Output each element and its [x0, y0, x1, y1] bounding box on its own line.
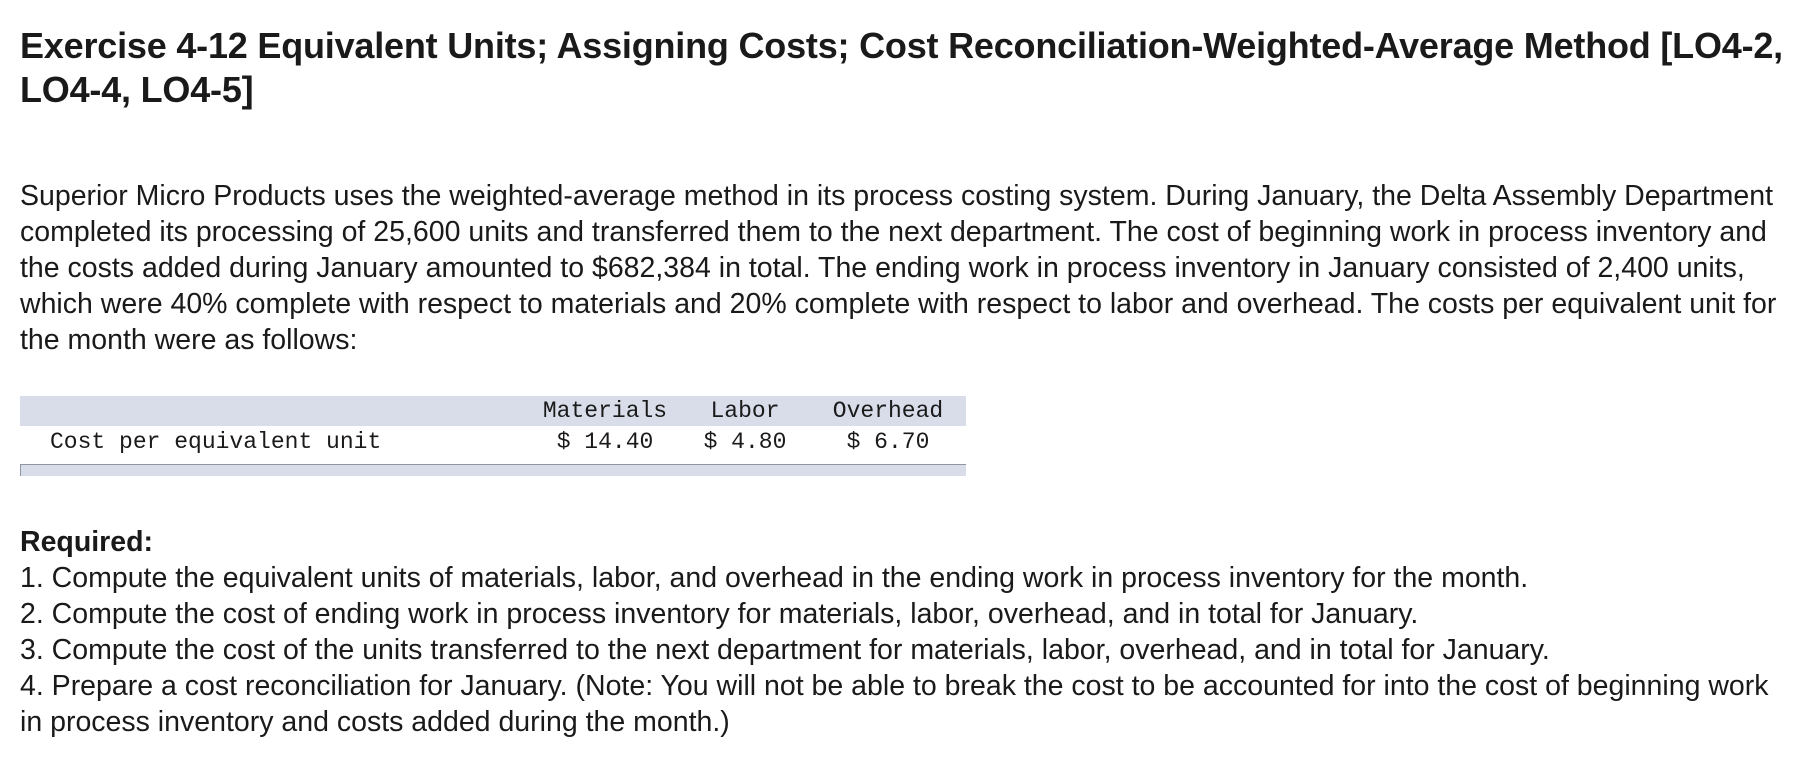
list-item: 2. Compute the cost of ending work in process inventory for materials, labor, overhead, and in total for January. — [20, 598, 1419, 630]
required-heading: Required: — [20, 526, 154, 558]
table-header-row — [20, 396, 966, 426]
table-footer-bar — [20, 464, 966, 476]
cost-per-unit-table — [20, 396, 966, 458]
materials-cost: $ 14.40 — [556, 429, 654, 455]
list-item: 1. Compute the equivalent units of materials, labor, and overhead in the ending work in process inventory for the month. — [20, 562, 1529, 594]
header-blank — [20, 396, 530, 426]
header-overhead: Overhead — [810, 396, 966, 426]
list-item: 4. Prepare a cost reconciliation for January. (Note: You will not be able to break the cost to be accounted for into the cost of beginning work in process inventory and costs added during the month.) — [20, 670, 1769, 738]
exercise-page — [20, 0, 1790, 740]
row-label: Cost per equivalent unit — [50, 429, 382, 455]
required-list — [20, 560, 1790, 740]
problem-description: Superior Micro Products uses the weighted-average method in its process costing system. During January, the Delta Assembly Department completed its processing of 25,600 units and transferred them to the next department. The cost of beginning work in process inventory and the costs added during January amounted to $682,384 in total. The ending work in process inventory in January consisted of 2,400 units, which were 40% complete with respect to materials and 20% complete with respect to labor and overhead. The costs per equivalent unit for the month were as follows: — [20, 180, 1777, 356]
header-materials: Materials — [530, 396, 680, 426]
exercise-title: Exercise 4-12 Equivalent Units; Assigning Costs; Cost Reconciliation-Weighted-Average Method [LO4-2, LO4-4, LO4-5] — [20, 25, 1783, 110]
table-row — [20, 426, 966, 458]
labor-cost: $ 4.80 — [703, 429, 787, 455]
overhead-cost: $ 6.70 — [846, 429, 930, 455]
header-labor: Labor — [680, 396, 810, 426]
list-item: 3. Compute the cost of the units transferred to the next department for materials, labor, overhead, and in total for January. — [20, 634, 1550, 666]
